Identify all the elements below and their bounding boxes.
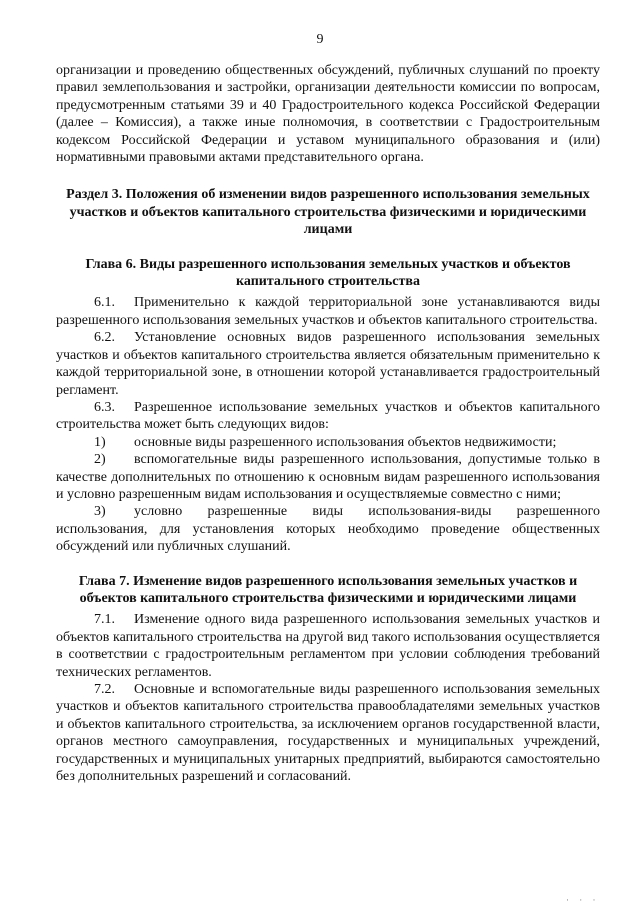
list-item-text: вспомогательные виды разрешенного использования, допустимые только в качестве дополнительных по отношению к основным видам разрешенного использования и условно разрешенным видам использования и осуществляемые совместно с ними;: [56, 452, 600, 502]
document-body: [56, 62, 600, 785]
paragraph-text: Установление основных видов разрешенного использования земельных участков и объектов капитального строительства является обязательным применительно к каждой территориальной зоне, в отношении которой устанавливается градостроительный регламент.: [56, 330, 600, 398]
paragraph-number: 6.2.: [94, 330, 115, 346]
section-3-heading: Раздел 3. Положения об изменении видов разрешенного использования земельных участков и объектов капитального строительства физическими и юридическими лицами: [66, 187, 590, 238]
paragraph-7-2: [56, 681, 600, 785]
page-number: 9: [316, 32, 324, 47]
intro-paragraph: организации и проведению общественных обсуждений, публичных слушаний по проекту правил землепользования и застройки, организации деятельности комиссии по вопросам, предусмотренным статьями 39 и 40 Градостроительного кодекса Российской Федерации (далее – Комиссия), а также иные полномочия, в соответствии с Градостроительным кодексом Российской Федерации и уставом муниципального образования и (или) нормативными правовыми актами представительного органа.: [56, 63, 600, 166]
paragraph-number: 6.1.: [94, 295, 115, 311]
paragraph-6-1: [56, 294, 600, 329]
paragraph-text: Применительно к каждой территориальной зоне устанавливаются виды разрешенного использования земельных участков и объектов капитального строительства.: [56, 295, 600, 328]
paragraph-6-3: [56, 399, 600, 434]
list-item-2: [56, 451, 600, 503]
chapter-7-heading: Глава 7. Изменение видов разрешенного использования земельных участков и объектов капитального строительства физическими и юридическими лицами: [78, 573, 578, 606]
footer-mark: · · ·: [566, 895, 600, 905]
list-item-text: условно разрешенные виды использования-виды разрешенного использования, для установления которых необходимо проведение общественных обсуждений или публичных слушаний.: [56, 504, 600, 555]
paragraph-7-1: [56, 611, 600, 681]
paragraph-6-2: [56, 329, 600, 399]
paragraph-text: Основные и вспомогательные виды разрешенного использования земельных участков и объектов капитального строительства правообладателями земельных участков и объектов капитального строительства, за исключением органов государственной власти, органов местного самоуправления, государственных и муниципальных учреждений, государственных и муниципальных унитарных предприятий, выбираются самостоятельно без дополнительных разрешений и согласований.: [56, 682, 600, 785]
paragraph-number: 7.2.: [94, 682, 115, 697]
list-item-3: [56, 503, 600, 555]
paragraph-text: Изменение одного вида разрешенного использования земельных участков и объектов капитального строительства на другой вид такого использования осуществляется в соответствии с градостроительным регламентом при условии соблюдения требований технических регламентов.: [56, 612, 600, 680]
list-item-number: 3): [94, 504, 106, 520]
chapter-6-heading: Глава 6. Виды разрешенного использования земельных участков и объектов капитального строительства: [85, 256, 571, 290]
paragraph-number: 6.3.: [94, 399, 115, 415]
list-item-number: 1): [94, 434, 106, 450]
list-item-number: 2): [94, 452, 106, 468]
list-item-1: [56, 434, 600, 451]
list-item-text: основные виды разрешенного использования объектов недвижимости;: [134, 434, 557, 450]
paragraph-text: Разрешенное использование земельных участков и объектов капитального строительства может быть следующих видов:: [56, 399, 600, 433]
paragraph-number: 7.1.: [94, 612, 115, 628]
